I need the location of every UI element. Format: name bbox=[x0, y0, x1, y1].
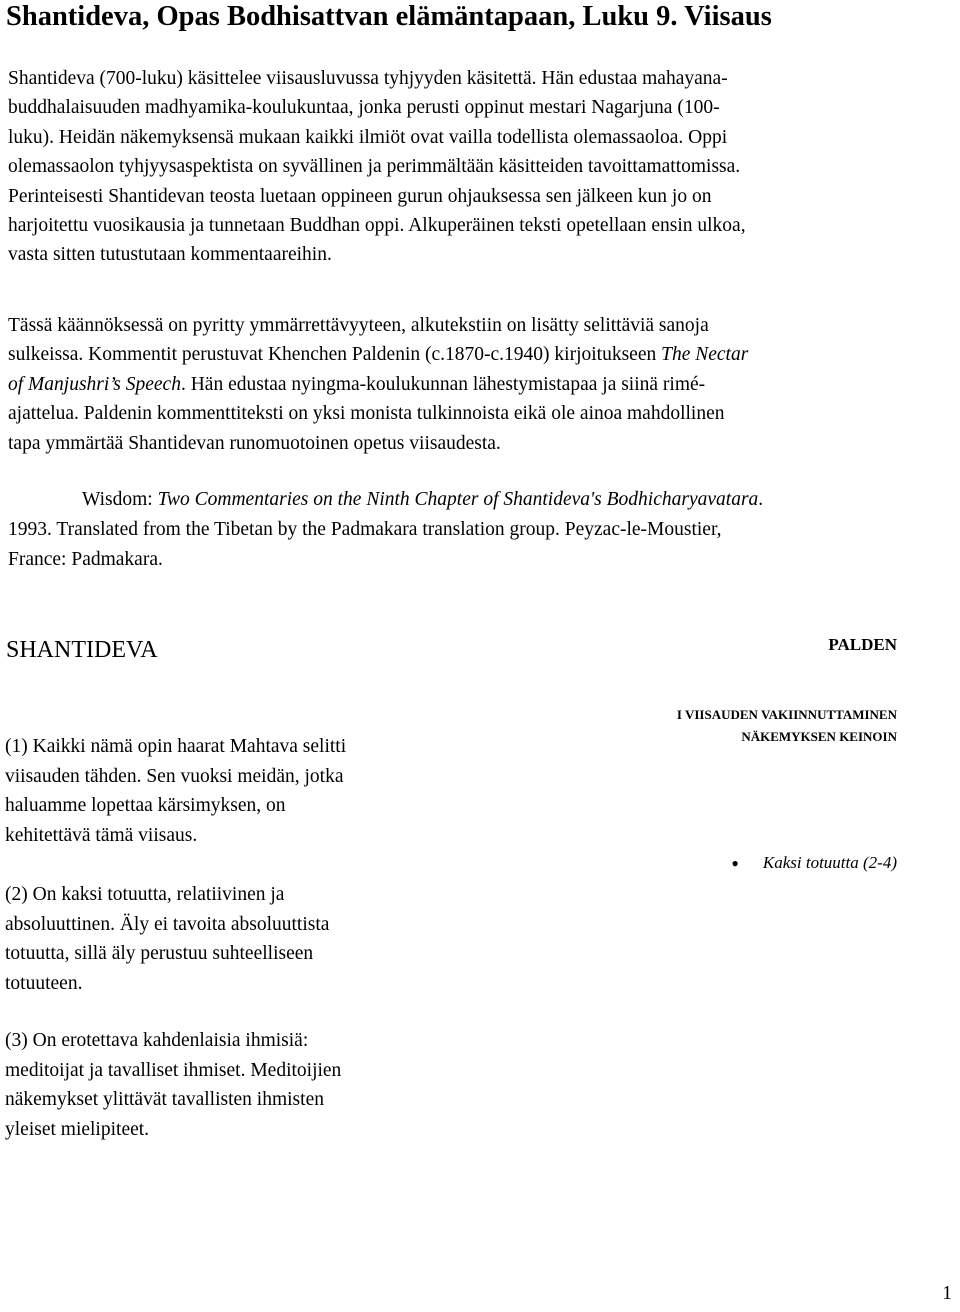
citation-publisher: Wisdom: bbox=[82, 489, 158, 510]
citation-line bbox=[8, 485, 958, 515]
bullet-icon: • bbox=[731, 851, 739, 877]
verse-line: totuuteen. bbox=[5, 973, 83, 995]
verse-line: haluamme lopettaa kärsimyksen, on bbox=[5, 795, 286, 817]
section-heading-line: NÄKEMYKSEN KEINOIN bbox=[741, 729, 897, 744]
outline-bullet-item bbox=[731, 849, 897, 878]
section-heading bbox=[677, 704, 897, 748]
verse-line: kehitettävä tämä viisaus. bbox=[5, 825, 198, 847]
citation-line: France: Padmakara. bbox=[8, 549, 163, 570]
bullet-text: Kaksi totuutta (2-4) bbox=[762, 853, 897, 872]
citation-line: 1993. Translated from the Tibetan by the Padmakara translation group. Peyzac-le-Moustier, bbox=[8, 519, 722, 540]
page-number: 1 bbox=[942, 1283, 952, 1304]
verse-line: (3) On erotettava kahdenlaisia ihmisiä: bbox=[5, 1030, 309, 1051]
verse-1 bbox=[5, 732, 455, 851]
column-heading-shantideva: SHANTIDEVA bbox=[6, 637, 158, 663]
source-title-part2: of Manjushri’s Speech bbox=[8, 373, 181, 395]
intro-line: harjoitettu vuosikausia ja tunnetaan Buddhan oppi. Alkuperäinen teksti opetellaan ensin ulkoa, bbox=[8, 215, 746, 237]
intro-line: vasta sitten tutustutaan kommentaareihin. bbox=[8, 244, 332, 266]
intro-line: luku). Heidän näkemyksensä mukaan kaikki ilmiöt ovat vailla todellista olemassaoloa. Oppi bbox=[8, 126, 728, 148]
note-line: tapa ymmärtää Shantidevan runomuotoinen opetus viisaudesta. bbox=[8, 432, 501, 454]
section-heading-line: I VIISAUDEN VAKIINNUTTAMINEN bbox=[676, 707, 897, 722]
translation-note-paragraph bbox=[8, 311, 958, 458]
intro-line: olemassaolon tyhjyysaspektista on syvällinen ja perimmältään käsitteiden tavoittamattomissa. bbox=[8, 156, 741, 178]
note-line bbox=[8, 340, 958, 369]
note-line: Tässä käännöksessä on pyritty ymmärrettävyyteen, alkutekstiin on lisätty selittäviä sanoja bbox=[8, 315, 709, 336]
verse-2 bbox=[5, 880, 455, 999]
citation-book-title: Two Commentaries on the Ninth Chapter of Shantideva's Bodhicharyavatara bbox=[157, 489, 759, 510]
column-heading-palden: PALDEN bbox=[828, 635, 897, 654]
reference-citation bbox=[8, 485, 958, 575]
page-title: Shantideva, Opas Bodhisattvan elämäntapaan, Luku 9. Viisaus bbox=[6, 1, 772, 32]
note-line: ajattelua. Paldenin kommenttiteksti on yksi monista tulkinnoista eikä ole ainoa mahdollinen bbox=[8, 403, 725, 425]
intro-paragraph bbox=[8, 64, 958, 270]
verse-3 bbox=[5, 1026, 455, 1145]
intro-line: Perinteisesti Shantidevan teosta luetaan oppineen gurun ohjauksessa sen jälkeen kun jo on bbox=[8, 185, 712, 207]
verse-line: meditoijat ja tavalliset ihmiset. Meditoijien bbox=[5, 1059, 342, 1081]
verse-line: (1) Kaikki nämä opin haarat Mahtava selitti bbox=[5, 736, 347, 757]
verse-line: näkemykset ylittävät tavallisten ihmisten bbox=[5, 1089, 324, 1111]
verse-line: viisauden tähden. Sen vuoksi meidän, jotka bbox=[5, 765, 344, 787]
verse-line: absoluuttinen. Äly ei tavoita absoluuttista bbox=[5, 913, 330, 935]
verse-line: yleiset mielipiteet. bbox=[5, 1119, 150, 1141]
citation-period: . bbox=[758, 489, 764, 510]
intro-line: buddhalaisuuden madhyamika-koulukuntaa, jonka perusti oppinut mestari Nagarjuna (100- bbox=[8, 97, 720, 119]
note-text: . Hän edustaa nyingma-koulukunnan lähestymistapaa ja siinä rimé- bbox=[180, 373, 706, 395]
verse-line: (2) On kaksi totuutta, relatiivinen ja bbox=[5, 884, 285, 905]
note-text: sulkeissa. Kommentit perustuvat Khenchen Paldenin (c.1870-c.1940) kirjoitukseen bbox=[8, 344, 662, 366]
note-line bbox=[8, 370, 958, 399]
verse-line: totuutta, sillä äly perustuu suhteelliseen bbox=[5, 943, 314, 965]
intro-line: Shantideva (700-luku) käsittelee viisausluvussa tyhjyyden käsitettä. Hän edustaa mahayana- bbox=[8, 68, 728, 89]
source-title-part1: The Nectar bbox=[661, 344, 749, 366]
